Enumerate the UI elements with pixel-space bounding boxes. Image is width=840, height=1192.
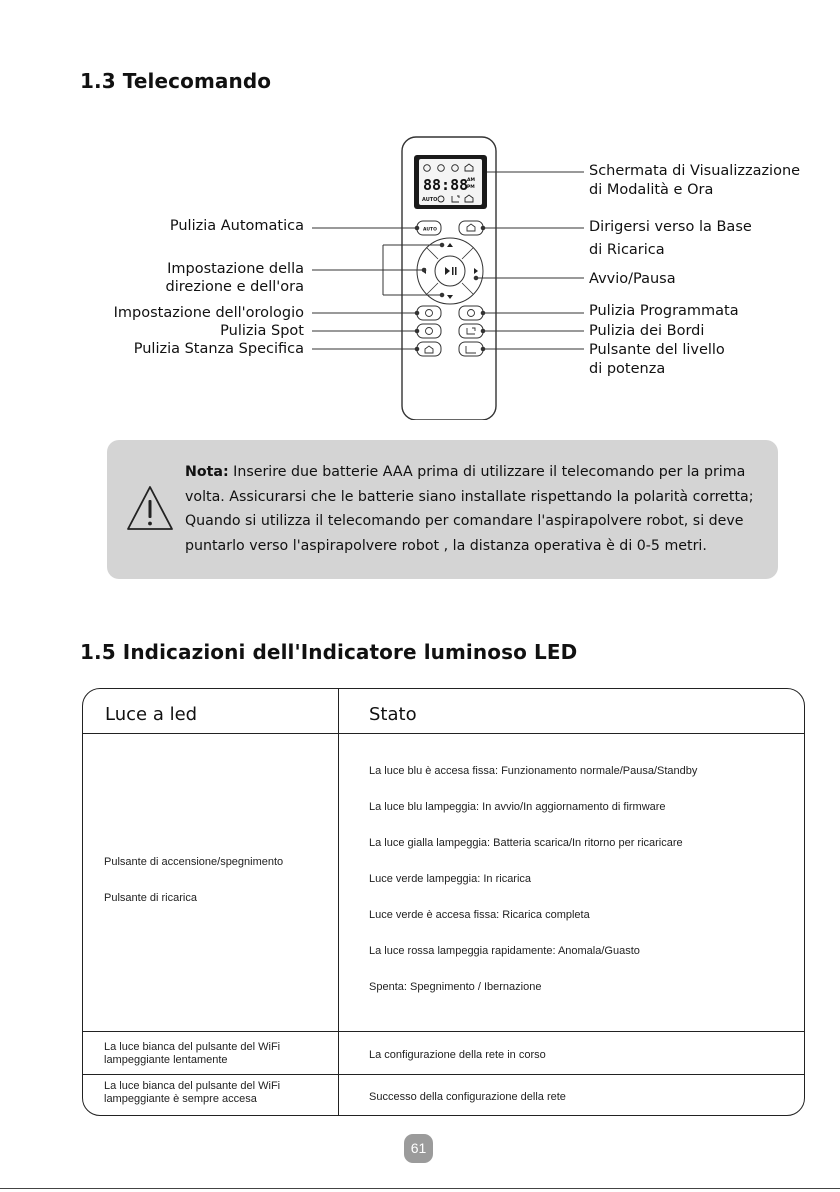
note-box — [107, 440, 778, 579]
lcd-am: AM — [467, 178, 475, 183]
state-red-blink: La luce rossa lampeggia rapidamente: Anomala/Guasto — [369, 945, 640, 957]
remote-diagram — [0, 120, 840, 420]
state-yellow-blink: La luce gialla lampeggia: Batteria scarica/In ritorno per ricaricare — [369, 837, 683, 849]
auto-button-label: AUTO — [423, 227, 437, 233]
label-return-base-1: Dirigersi verso la Base — [589, 219, 752, 235]
row2-state: La configurazione della rete in corso — [369, 1049, 546, 1061]
spot-button — [417, 324, 441, 338]
led-table — [82, 688, 805, 1116]
clock-button — [417, 306, 441, 320]
label-display-1: Schermata di Visualizzazione — [589, 163, 801, 179]
label-spot-cleaning: Pulizia Spot — [220, 323, 304, 339]
label-room-cleaning: Pulizia Stanza Specifica — [133, 341, 304, 357]
state-green-blink: Luce verde lampeggia: In ricarica — [369, 873, 532, 885]
edge-button — [459, 324, 483, 338]
section-title-led: 1.5 Indicazioni dell'Indicatore luminoso LED — [80, 640, 578, 664]
label-auto-cleaning: Pulizia Automatica — [169, 218, 304, 234]
label-power-level-2: di potenza — [589, 361, 666, 377]
room-button — [417, 342, 441, 356]
state-blue-steady: La luce blu è accesa fissa: Funzionamento normale/Pausa/Standby — [369, 765, 698, 777]
state-off: Spenta: Spegnimento / Ibernazione — [369, 981, 542, 993]
table-header-led: Luce a led — [105, 704, 198, 725]
label-power-level-1: Pulsante del livello — [589, 342, 725, 358]
row3-left: La luce bianca del pulsante del WiFi lampeggiante è sempre accesa — [104, 1080, 281, 1105]
lcd-pm: PM — [467, 185, 475, 190]
bottom-rule — [0, 1188, 840, 1189]
label-start-pause: Avvio/Pausa — [589, 271, 676, 287]
schedule-button — [459, 306, 483, 320]
row3-state: Successo della configurazione della rete — [369, 1091, 566, 1103]
label-direction-time-2: direzione e dell'ora — [165, 279, 304, 295]
lcd-digits: 88:88 — [423, 176, 469, 194]
note-label: Nota: — [185, 464, 229, 480]
note-body: Inserire due batterie AAA prima di utilizzare il telecomando per la prima volta. Assicurarsi che le batterie siano installate rispettando la polarità corretta; Quando si utilizza il telecomando per comandare l'aspirapolvere robot, si deve puntarlo verso l'aspirapolvere robot , la distanza operativa è di 0-5 metri. — [185, 464, 754, 554]
state-green-steady: Luce verde è accesa fissa: Ricarica completa — [369, 909, 590, 921]
home-button — [459, 221, 483, 235]
label-display-2: di Modalità e Ora — [589, 182, 714, 198]
label-edge-cleaning: Pulizia dei Bordi — [589, 323, 705, 339]
section-title-remote: 1.3 Telecomando — [80, 69, 272, 93]
label-clock-setting: Impostazione dell'orologio — [113, 305, 304, 321]
page-number: 61 — [404, 1134, 433, 1163]
state-blue-blink: La luce blu lampeggia: In avvio/In aggiornamento di firmware — [369, 801, 666, 813]
table-header-state: Stato — [369, 704, 417, 725]
label-direction-time-1: Impostazione della — [167, 261, 304, 277]
note-text — [185, 460, 760, 558]
power-level-button — [459, 342, 483, 356]
label-return-base-2: di Ricarica — [589, 242, 665, 258]
label-scheduled-cleaning: Pulizia Programmata — [589, 303, 739, 319]
row2-left: La luce bianca del pulsante del WiFi lampeggiante lentamente — [104, 1041, 281, 1066]
row1-left-power: Pulsante di accensione/spegnimento — [104, 856, 284, 868]
row1-left-charge: Pulsante di ricarica — [104, 892, 197, 904]
warning-icon — [125, 484, 175, 532]
lcd-auto-text: AUTO — [422, 197, 438, 203]
